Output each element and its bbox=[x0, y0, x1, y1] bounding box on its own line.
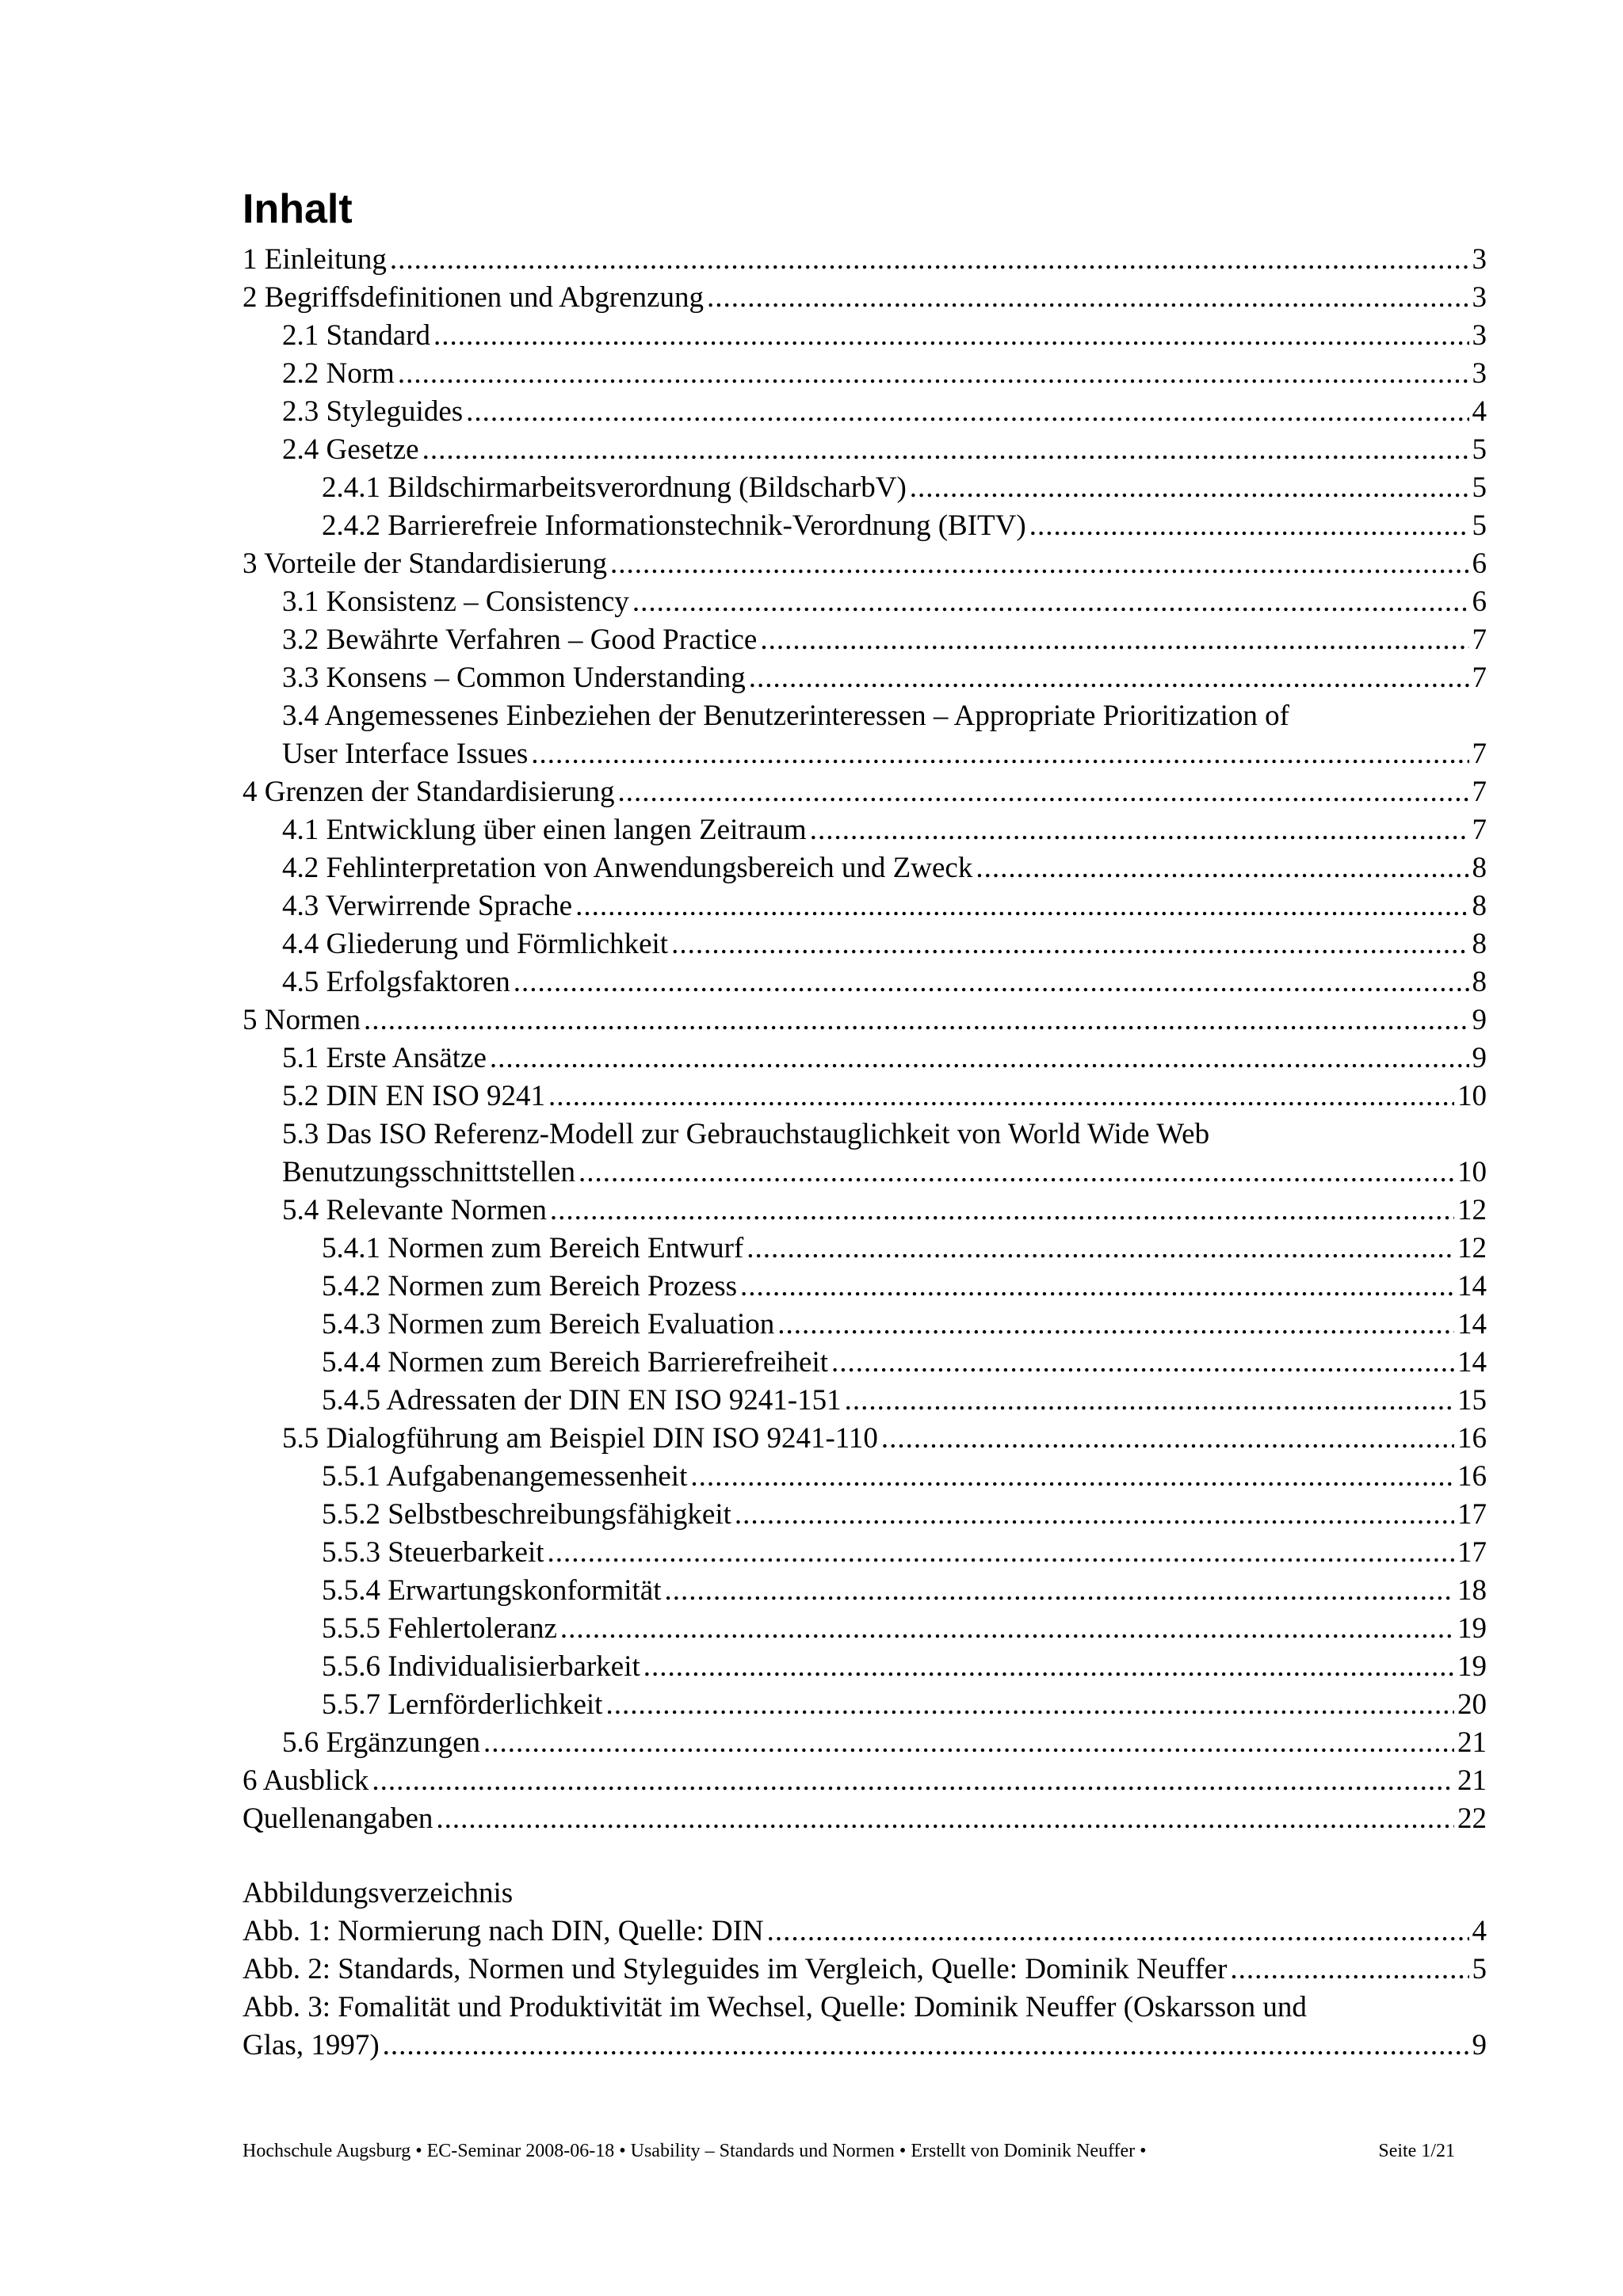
toc-entry-text: 3.4 Angemessenes Einbeziehen der Benutzerinteressen – Appropriate Prioritization of bbox=[282, 700, 1289, 732]
dot-leader bbox=[760, 621, 1468, 659]
toc-entry[interactable] bbox=[242, 963, 1487, 1001]
dot-leader bbox=[1029, 507, 1469, 545]
toc-entry-text: 5.5.2 Selbstbeschreibungsfähigkeit bbox=[322, 1498, 731, 1531]
toc-page-number: 19 bbox=[1457, 1612, 1487, 1645]
toc-entry[interactable] bbox=[242, 241, 1487, 279]
dot-leader bbox=[422, 431, 1469, 469]
toc-entry[interactable] bbox=[242, 1192, 1487, 1230]
toc-entry-text: 5.4.4 Normen zum Bereich Barrierefreiheit bbox=[322, 1346, 829, 1379]
figures-entry[interactable] bbox=[242, 1951, 1487, 1989]
toc-entry-text: 5.5.4 Erwartungskonformität bbox=[322, 1574, 662, 1607]
dot-leader bbox=[747, 1230, 1454, 1268]
toc-entry[interactable] bbox=[242, 1648, 1487, 1686]
toc-page-number: 8 bbox=[1472, 966, 1487, 998]
dot-leader bbox=[550, 1192, 1454, 1230]
toc-page-number: 5 bbox=[1472, 433, 1487, 466]
dot-leader bbox=[643, 1648, 1454, 1686]
toc-entry-text: 4.5 Erfolgsfaktoren bbox=[282, 966, 510, 998]
dot-leader bbox=[707, 279, 1469, 317]
toc-entry[interactable] bbox=[242, 469, 1487, 507]
toc-entry-text: 2.4.1 Bildschirmarbeitsverordnung (BildscharbV) bbox=[322, 471, 907, 504]
toc-entry-text: 5.2 DIN EN ISO 9241 bbox=[282, 1080, 545, 1112]
dot-leader bbox=[810, 811, 1469, 849]
toc-page-number: 7 bbox=[1472, 814, 1487, 846]
dot-leader bbox=[671, 925, 1468, 963]
dot-leader bbox=[690, 1458, 1454, 1496]
toc-entry[interactable] bbox=[242, 431, 1487, 469]
toc-page-number: 7 bbox=[1472, 662, 1487, 694]
dot-leader bbox=[632, 583, 1469, 621]
dot-leader bbox=[436, 1800, 1454, 1838]
toc-entry[interactable] bbox=[242, 1458, 1487, 1496]
toc-page-number: 10 bbox=[1457, 1156, 1487, 1188]
toc-entry[interactable] bbox=[242, 1268, 1487, 1306]
toc-page-number: 7 bbox=[1472, 738, 1487, 770]
dot-leader bbox=[735, 1496, 1454, 1534]
toc-entry[interactable] bbox=[242, 507, 1487, 545]
toc-entry-text: 5.4.5 Adressaten der DIN EN ISO 9241-151 bbox=[322, 1384, 842, 1417]
toc-entry[interactable] bbox=[242, 1306, 1487, 1344]
toc-entry[interactable] bbox=[242, 1762, 1487, 1800]
dot-leader bbox=[777, 1306, 1454, 1344]
toc-page-number: 12 bbox=[1457, 1194, 1487, 1226]
dot-leader bbox=[618, 773, 1469, 811]
toc-entry[interactable] bbox=[242, 1534, 1487, 1572]
toc-page-number: 21 bbox=[1457, 1726, 1487, 1759]
toc-page-number: 14 bbox=[1457, 1346, 1487, 1379]
toc-entry-text: 2.2 Norm bbox=[282, 357, 395, 390]
dot-leader bbox=[466, 393, 1468, 431]
toc-entry-text: 5 Normen bbox=[242, 1004, 361, 1036]
toc-entry-text: 5.5.7 Lernförderlichkeit bbox=[322, 1688, 603, 1721]
dot-leader bbox=[749, 659, 1469, 697]
table-of-contents bbox=[242, 241, 1487, 1838]
dot-leader bbox=[483, 1724, 1454, 1762]
toc-entry-text: 4.3 Verwirrende Sprache bbox=[282, 890, 573, 922]
toc-page-number: 14 bbox=[1457, 1270, 1487, 1302]
toc-entry[interactable] bbox=[242, 659, 1487, 697]
figures-page-number: 5 bbox=[1472, 1953, 1487, 1985]
toc-page-number: 9 bbox=[1472, 1004, 1487, 1036]
page-footer bbox=[242, 2139, 1455, 2163]
dot-leader bbox=[548, 1077, 1454, 1116]
toc-entry[interactable] bbox=[242, 1154, 1487, 1192]
dot-leader bbox=[433, 317, 1468, 355]
toc-entry[interactable] bbox=[242, 583, 1487, 621]
toc-page-number: 8 bbox=[1472, 928, 1487, 960]
toc-page-number: 19 bbox=[1457, 1650, 1487, 1683]
dot-leader bbox=[490, 1039, 1469, 1077]
dot-leader bbox=[579, 1154, 1454, 1192]
toc-entry[interactable] bbox=[242, 1420, 1487, 1458]
toc-page-number: 3 bbox=[1472, 319, 1487, 352]
toc-entry[interactable] bbox=[242, 1344, 1487, 1382]
toc-entry-text: 2.4.2 Barrierefreie Informationstechnik-Verordnung (BITV) bbox=[322, 509, 1026, 542]
toc-page-number: 15 bbox=[1457, 1384, 1487, 1417]
toc-entry-text: 6 Ausblick bbox=[242, 1764, 369, 1797]
dot-leader bbox=[740, 1268, 1454, 1306]
toc-page-number: 5 bbox=[1472, 471, 1487, 504]
dot-leader bbox=[910, 469, 1469, 507]
toc-entry[interactable] bbox=[242, 317, 1487, 355]
toc-entry-text: 5.5.3 Steuerbarkeit bbox=[322, 1536, 544, 1569]
toc-page-number: 3 bbox=[1472, 243, 1487, 276]
toc-entry-text: 3.2 Bewährte Verfahren – Good Practice bbox=[282, 624, 758, 656]
toc-entry-text: 2.1 Standard bbox=[282, 319, 431, 352]
list-of-figures bbox=[242, 1913, 1487, 2065]
figures-entry-text: Abb. 3: Fomalität und Produktivität im Wechsel, Quelle: Dominik Neuffer (Oskarsson und bbox=[242, 1991, 1307, 2023]
page-title: Inhalt bbox=[242, 186, 353, 232]
toc-entry-text: 4.2 Fehlinterpretation von Anwendungsbereich und Zweck bbox=[282, 852, 973, 884]
toc-entry[interactable] bbox=[242, 621, 1487, 659]
toc-entry[interactable] bbox=[242, 393, 1487, 431]
dot-leader bbox=[845, 1382, 1454, 1420]
toc-entry-text: 3.3 Konsens – Common Understanding bbox=[282, 662, 746, 694]
dot-leader bbox=[514, 963, 1469, 1001]
toc-entry[interactable] bbox=[242, 1686, 1487, 1724]
toc-entry-text: 5.6 Ergänzungen bbox=[282, 1726, 481, 1759]
dot-leader bbox=[665, 1572, 1455, 1610]
toc-entry-text: 5.5.5 Fehlertoleranz bbox=[322, 1612, 557, 1645]
figures-entry[interactable] bbox=[242, 1913, 1487, 1951]
toc-page-number: 7 bbox=[1472, 776, 1487, 808]
toc-entry[interactable] bbox=[242, 1572, 1487, 1610]
toc-entry[interactable] bbox=[242, 1039, 1487, 1077]
figures-entry-text: Abb. 2: Standards, Normen und Styleguides im Vergleich, Quelle: Dominik Neuffer bbox=[242, 1953, 1228, 1985]
dot-leader bbox=[610, 545, 1468, 583]
toc-page-number: 17 bbox=[1457, 1498, 1487, 1531]
toc-page-number: 10 bbox=[1457, 1080, 1487, 1112]
toc-entry[interactable] bbox=[242, 887, 1487, 925]
dot-leader bbox=[575, 887, 1468, 925]
toc-page-number: 21 bbox=[1457, 1764, 1487, 1797]
dot-leader bbox=[767, 1913, 1469, 1951]
toc-entry[interactable] bbox=[242, 811, 1487, 849]
dot-leader bbox=[1230, 1951, 1468, 1989]
toc-entry-text: 5.4 Relevante Normen bbox=[282, 1194, 547, 1226]
dot-leader bbox=[364, 1001, 1469, 1039]
toc-page-number: 3 bbox=[1472, 357, 1487, 390]
footer-page-number: Seite 1/21 bbox=[1378, 2141, 1455, 2161]
toc-page-number: 16 bbox=[1457, 1460, 1487, 1493]
dot-leader bbox=[605, 1686, 1454, 1724]
dot-leader bbox=[398, 355, 1469, 393]
figures-entry-text: Abb. 1: Normierung nach DIN, Quelle: DIN bbox=[242, 1915, 764, 1947]
toc-page-number: 16 bbox=[1457, 1422, 1487, 1455]
toc-page-number: 4 bbox=[1472, 395, 1487, 428]
toc-entry[interactable] bbox=[242, 279, 1487, 317]
toc-entry[interactable] bbox=[242, 1800, 1487, 1838]
dot-leader bbox=[383, 2027, 1469, 2065]
toc-entry-text-continued: User Interface Issues bbox=[282, 738, 529, 770]
dot-leader bbox=[560, 1610, 1454, 1648]
toc-entry-text: 5.4.3 Normen zum Bereich Evaluation bbox=[322, 1308, 775, 1341]
toc-entry-text-continued: Benutzungsschnittstellen bbox=[282, 1156, 575, 1188]
toc-entry-text: 4 Grenzen der Standardisierung bbox=[242, 776, 615, 808]
toc-entry[interactable] bbox=[242, 925, 1487, 963]
toc-entry-text: 2.3 Styleguides bbox=[282, 395, 464, 428]
toc-page-number: 5 bbox=[1472, 509, 1487, 542]
toc-entry-text: 1 Einleitung bbox=[242, 243, 387, 276]
toc-entry[interactable] bbox=[242, 1610, 1487, 1648]
dot-leader bbox=[831, 1344, 1454, 1382]
toc-page-number: 6 bbox=[1472, 547, 1487, 580]
toc-page-number: 20 bbox=[1457, 1688, 1487, 1721]
footer-text: Hochschule Augsburg • EC-Seminar 2008-06-18 • Usability – Standards und Normen • Erstellt von Dominik Neuffer • bbox=[242, 2141, 1147, 2161]
figures-entry[interactable] bbox=[242, 2027, 1487, 2065]
toc-entry[interactable] bbox=[242, 773, 1487, 811]
toc-page-number: 3 bbox=[1472, 281, 1487, 314]
toc-entry-text: 5.3 Das ISO Referenz-Modell zur Gebrauchstauglichkeit von World Wide Web bbox=[282, 1118, 1210, 1150]
toc-page-number: 8 bbox=[1472, 890, 1487, 922]
figures-entry-text-continued: Glas, 1997) bbox=[242, 2029, 380, 2061]
dot-leader bbox=[881, 1420, 1454, 1458]
toc-entry[interactable] bbox=[242, 1077, 1487, 1116]
figures-page-number: 4 bbox=[1472, 1915, 1487, 1947]
dot-leader bbox=[531, 735, 1468, 773]
toc-page-number: 17 bbox=[1457, 1536, 1487, 1569]
toc-page-number: 18 bbox=[1457, 1574, 1487, 1607]
toc-entry[interactable] bbox=[242, 545, 1487, 583]
toc-entry-text: 5.1 Erste Ansätze bbox=[282, 1042, 487, 1074]
toc-entry-text: 2 Begriffsdefinitionen und Abgrenzung bbox=[242, 281, 704, 314]
toc-page-number: 14 bbox=[1457, 1308, 1487, 1341]
toc-entry-text: 5.5.1 Aufgabenangemessenheit bbox=[322, 1460, 688, 1493]
toc-entry[interactable] bbox=[242, 1230, 1487, 1268]
toc-entry[interactable] bbox=[242, 1001, 1487, 1039]
toc-entry[interactable] bbox=[242, 849, 1487, 887]
toc-entry-text: 5.5.6 Individualisierbarkeit bbox=[322, 1650, 640, 1683]
toc-entry[interactable] bbox=[242, 1382, 1487, 1420]
toc-entry-text: 4.1 Entwicklung über einen langen Zeitraum bbox=[282, 814, 807, 846]
figures-page-number: 9 bbox=[1472, 2029, 1487, 2061]
toc-page-number: 9 bbox=[1472, 1042, 1487, 1074]
toc-entry[interactable] bbox=[242, 735, 1487, 773]
toc-page-number: 7 bbox=[1472, 624, 1487, 656]
toc-entry-text: Quellenangaben bbox=[242, 1802, 433, 1835]
toc-entry-text: 3 Vorteile der Standardisierung bbox=[242, 547, 608, 580]
toc-page-number: 12 bbox=[1457, 1232, 1487, 1264]
toc-entry-text: 3.1 Konsistenz – Consistency bbox=[282, 585, 629, 618]
toc-entry-text: 5.4.2 Normen zum Bereich Prozess bbox=[322, 1270, 738, 1302]
toc-page-number: 6 bbox=[1472, 585, 1487, 618]
figures-title: Abbildungsverzeichnis bbox=[242, 1877, 514, 1909]
toc-entry[interactable] bbox=[242, 1496, 1487, 1534]
toc-entry-text: 5.4.1 Normen zum Bereich Entwurf bbox=[322, 1232, 744, 1264]
dot-leader bbox=[976, 849, 1468, 887]
document-page bbox=[242, 184, 1487, 2065]
dot-leader bbox=[548, 1534, 1455, 1572]
toc-entry-text: 5.5 Dialogführung am Beispiel DIN ISO 9241-110 bbox=[282, 1422, 878, 1455]
toc-entry-text: 4.4 Gliederung und Förmlichkeit bbox=[282, 928, 669, 960]
toc-entry[interactable] bbox=[242, 355, 1487, 393]
dot-leader bbox=[390, 241, 1469, 279]
dot-leader bbox=[372, 1762, 1454, 1800]
toc-page-number: 8 bbox=[1472, 852, 1487, 884]
toc-page-number: 22 bbox=[1457, 1802, 1487, 1835]
toc-entry-text: 2.4 Gesetze bbox=[282, 433, 419, 466]
toc-entry[interactable] bbox=[242, 1724, 1487, 1762]
